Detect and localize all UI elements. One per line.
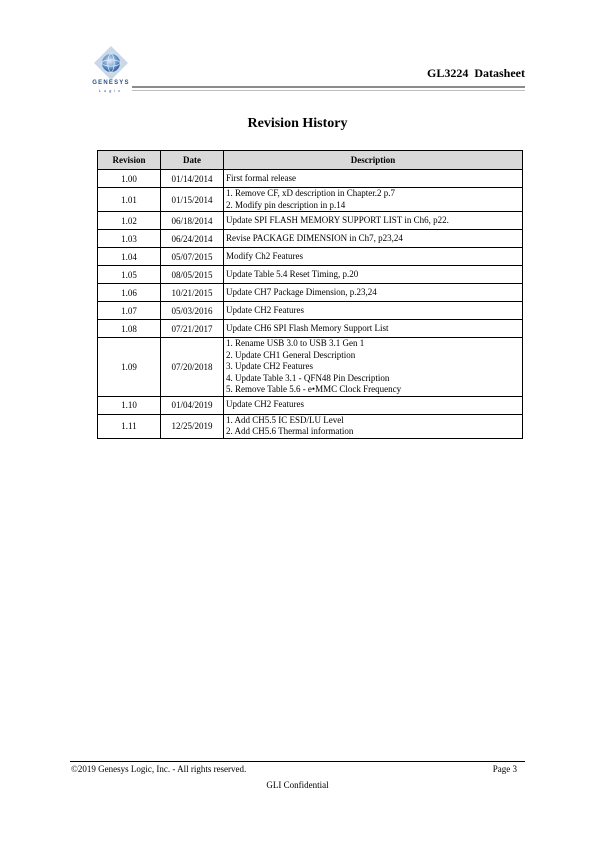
table-row	[98, 414, 523, 438]
description-cell	[224, 338, 523, 397]
date-cell: 01/04/2019	[161, 396, 224, 414]
revision-cell: 1.06	[98, 284, 161, 302]
date-cell: 05/07/2015	[161, 248, 224, 266]
table-row	[98, 248, 523, 266]
revision-cell: 1.11	[98, 414, 161, 438]
header-divider	[132, 86, 525, 88]
description-cell	[224, 320, 523, 338]
revision-cell: 1.02	[98, 212, 161, 230]
description-line: Revise PACKAGE DIMENSION in Ch7, p23,24	[226, 232, 403, 243]
column-header-date: Date	[161, 151, 224, 170]
table-row	[98, 302, 523, 320]
revision-cell: 1.07	[98, 302, 161, 320]
description-cell	[224, 396, 523, 414]
description-line: 3. Update CH2 Features	[226, 361, 313, 371]
revision-cell: 1.08	[98, 320, 161, 338]
date-cell: 01/14/2014	[161, 170, 224, 188]
table-row	[98, 338, 523, 397]
description-line: 1. Add CH5.5 IC ESD/LU Level	[226, 414, 344, 425]
document-title: GL3224 Datasheet	[427, 66, 525, 80]
description-line: 2. Add CH5.6 Thermal information	[226, 426, 354, 436]
description-line: Update Table 5.4 Reset Timing, p.20	[226, 268, 359, 279]
table-row	[98, 170, 523, 188]
description-cell	[224, 188, 523, 212]
date-cell: 10/21/2015	[161, 284, 224, 302]
date-cell: 01/15/2014	[161, 188, 224, 212]
date-cell: 07/20/2018	[161, 338, 224, 397]
description-line: 4. Update Table 3.1 - QFN48 Pin Description	[226, 372, 390, 383]
description-line: First formal release	[226, 172, 296, 183]
table-row	[98, 212, 523, 230]
description-cell	[224, 248, 523, 266]
description-cell	[224, 284, 523, 302]
footer-divider	[70, 761, 525, 762]
logo-text: GENESYS	[92, 80, 130, 86]
description-line: 1. Remove CF, xD description in Chapter.2 p.7	[226, 188, 396, 198]
revision-cell: 1.04	[98, 248, 161, 266]
revision-history-table	[97, 150, 523, 439]
description-cell	[224, 266, 523, 284]
description-cell	[224, 414, 523, 438]
column-header-description: Description	[224, 151, 523, 170]
description-line: Modify Ch2 Features	[226, 250, 303, 261]
description-line: Update CH7 Package Dimension, p.23,24	[226, 286, 377, 297]
section-title: Revision History	[247, 116, 348, 131]
footer-page-number: Page 3	[492, 764, 517, 774]
description-cell	[224, 230, 523, 248]
description-cell	[224, 170, 523, 188]
description-cell	[224, 302, 523, 320]
date-cell: 06/18/2014	[161, 212, 224, 230]
date-cell: 06/24/2014	[161, 230, 224, 248]
description-line: Update CH2 Features	[226, 304, 304, 315]
footer-confidential: GLI Confidential	[266, 780, 329, 790]
logo-subtext: Logic	[98, 88, 124, 93]
revision-cell: 1.05	[98, 266, 161, 284]
footer-copyright: ©2019 Genesys Logic, Inc. - All rights reserved.	[71, 764, 247, 774]
date-cell: 07/21/2017	[161, 320, 224, 338]
revision-cell: 1.10	[98, 396, 161, 414]
column-header-revision: Revision	[98, 151, 161, 170]
revision-cell: 1.09	[98, 338, 161, 397]
description-line: 2. Modify pin description in p.14	[226, 199, 346, 210]
revision-cell: 1.00	[98, 170, 161, 188]
description-line: Update CH6 SPI Flash Memory Support List	[226, 322, 389, 333]
table-row	[98, 266, 523, 284]
table-row	[98, 320, 523, 338]
header-divider-thin	[132, 90, 525, 91]
date-cell: 12/25/2019	[161, 414, 224, 438]
table-row	[98, 284, 523, 302]
table-header-row	[98, 151, 523, 170]
date-cell: 05/03/2016	[161, 302, 224, 320]
table-row	[98, 396, 523, 414]
revision-cell: 1.03	[98, 230, 161, 248]
description-line: Update CH2 Features	[226, 399, 304, 410]
description-cell	[224, 212, 523, 230]
description-line: 5. Remove Table 5.6 - e•MMC Clock Frequency	[226, 384, 402, 394]
description-line: 2. Update CH1 General Description	[226, 349, 356, 360]
table-row	[98, 188, 523, 212]
table-row	[98, 230, 523, 248]
date-cell: 08/05/2015	[161, 266, 224, 284]
revision-cell: 1.01	[98, 188, 161, 212]
description-line: Update SPI FLASH MEMORY SUPPORT LIST in Ch6, p22.	[226, 214, 449, 225]
description-line: 1. Rename USB 3.0 to USB 3.1 Gen 1	[226, 338, 365, 348]
